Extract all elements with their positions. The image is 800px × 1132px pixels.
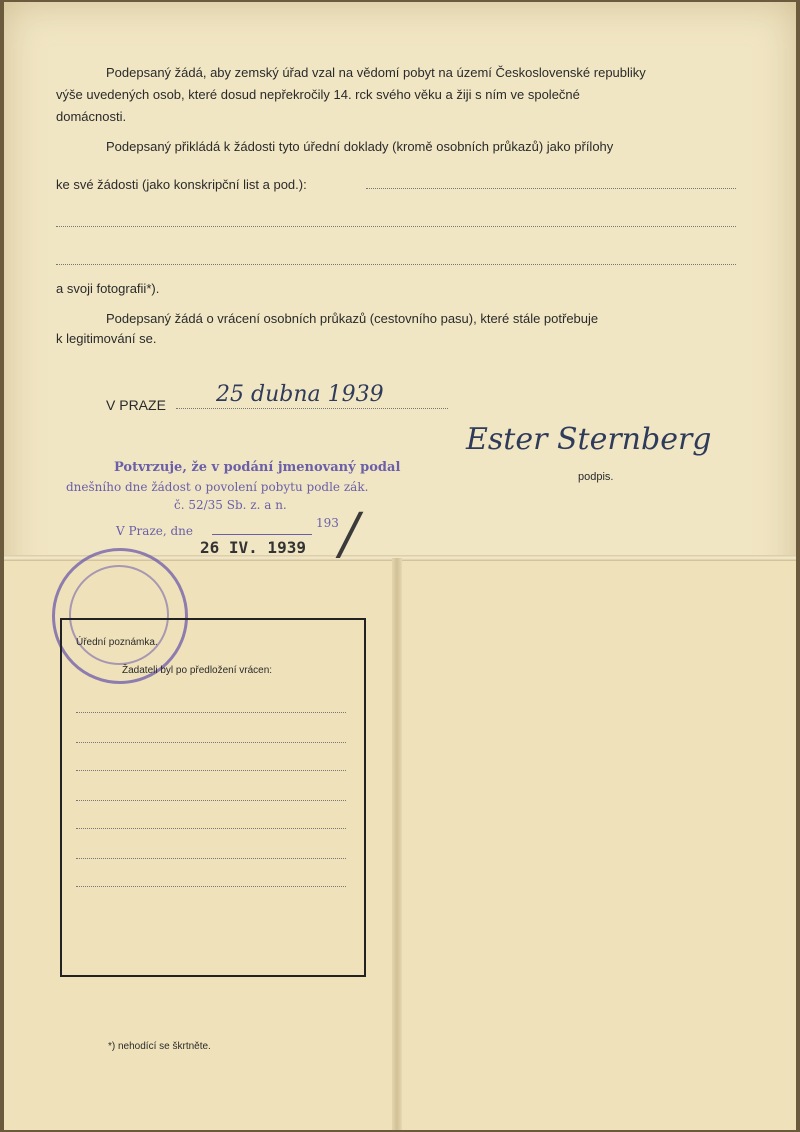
paragraph1-line1: Podepsaný žádá, aby zemský úřad vzal na vědomí pobyt na území Československé republiky xyxy=(106,65,646,80)
footnote: *) nehodící se škrtněte. xyxy=(108,1041,211,1052)
official-note-line1: Žadateli byl po předložení vrácen: xyxy=(122,665,273,676)
attachments-line-3 xyxy=(56,264,736,265)
date-line xyxy=(176,408,448,409)
stamp-year-suffix: 193 xyxy=(316,516,339,530)
stamp-date-line xyxy=(212,534,312,535)
signature: Ester Sternberg xyxy=(466,422,712,457)
note-line-7 xyxy=(76,886,346,887)
confirmation-stamp-line1: Potvrzuje, že v podání jmenovaný podal xyxy=(114,460,401,475)
note-line-6 xyxy=(76,858,346,859)
official-note-box xyxy=(60,618,366,977)
attachments-line-2 xyxy=(56,226,736,227)
official-note-title: Úřední poznámka. xyxy=(76,637,158,648)
note-line-5 xyxy=(76,828,346,829)
confirmation-stamp-line4: V Praze, dne xyxy=(116,524,194,538)
paragraph3-line2: k legitimování se. xyxy=(56,331,157,346)
note-line-3 xyxy=(76,770,346,771)
paragraph1-line3: domácnosti. xyxy=(56,109,127,124)
document-page xyxy=(4,2,796,1130)
paragraph1-line2: výše uvedených osob, které dosud nepřekročily 14. rck svého věku a žiji s ním ve společné xyxy=(56,87,580,102)
vertical-fold xyxy=(392,558,402,1130)
note-line-4 xyxy=(76,800,346,801)
paragraph2-line1: Podepsaný přikládá k žádosti tyto úřední doklady (kromě osobních průkazů) jako přílohy xyxy=(106,139,614,154)
handwritten-date: 25 dubna 1939 xyxy=(216,382,384,407)
place-label: V PRAZE xyxy=(106,397,166,413)
note-line-2 xyxy=(76,742,346,743)
note-line-1 xyxy=(76,712,346,713)
stamped-date: 26 IV. 1939 xyxy=(200,538,306,557)
attachments-line-1 xyxy=(366,188,736,189)
signature-label: podpis. xyxy=(578,471,614,483)
confirmation-stamp-line2: dnešního dne žádost o povolení pobytu podle zák. xyxy=(66,480,369,494)
confirmation-stamp-line3: č. 52/35 Sb. z. a n. xyxy=(174,498,287,512)
handwritten-mark: / xyxy=(340,502,359,567)
paragraph2-line2: ke své žádosti (jako konskripční list a pod.): xyxy=(56,177,307,192)
paragraph3-line1: Podepsaný žádá o vrácení osobních průkazů (cestovního pasu), které stále potřebuje xyxy=(106,311,599,326)
paragraph2-line3: a svoji fotografii*). xyxy=(56,281,160,296)
